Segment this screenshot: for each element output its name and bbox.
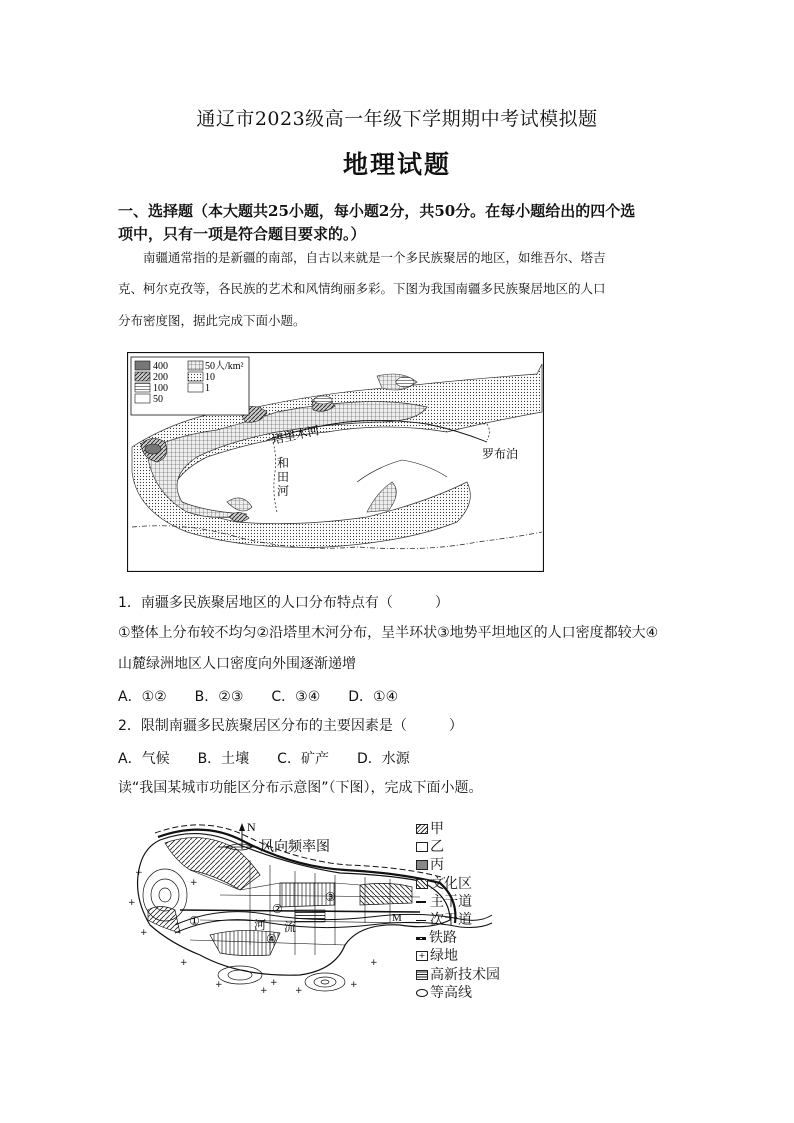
population-density-map [127,352,544,572]
section-heading-line1: 一、选择题（本大题共25小题，每小题2分，共50分。在每小题给出的四个选 [118,202,636,220]
subject-title: 地理试题 [342,150,451,179]
hotan-river-label-1: 和 [277,456,290,470]
svg-text:+: + [350,980,358,990]
legend-green-swatch: + [416,951,428,961]
legend-item-yi [416,838,500,856]
hotan-river-label-2: 田 [277,470,290,484]
legend-100-swatch [135,383,150,392]
lop-nur-label: 罗布泊 [482,447,519,461]
legend-item-culture [416,875,500,893]
legend-10-swatch [188,372,203,381]
legend-400-swatch [135,361,150,370]
passage1-line1: 南疆通常指的是新疆的南部，自古以来就是一个多民族聚居的地区，如维吾尔、塔吉 [143,250,606,265]
section-heading-line2: 项中，只有一项是符合题目要求的。） [118,225,366,243]
marker-1: ① [189,914,200,928]
legend-item-main-road [416,893,500,911]
legend-item-contour [416,984,500,1002]
legend-50: 50 [153,394,163,405]
legend-yi-label: 乙 [430,839,444,856]
legend-1-swatch [188,383,203,392]
svg-text:+: + [190,878,198,888]
svg-text:+: + [135,868,143,878]
legend-bing-swatch [416,860,428,870]
legend-contour-label: 等高线 [430,984,472,1001]
svg-text:+: + [180,958,188,968]
question1-statements-line1: ①整体上分布较不均匀②沿塔里木河分布，呈半环状③地势平坦地区的人口密度都较大④ [118,625,659,641]
tarim-river-label: 塔里木河 [270,423,321,447]
legend-yi-swatch [416,842,428,852]
question1-stem: 1．南疆多民族聚居地区的人口分布特点有（ ） [118,595,449,611]
legend-main-road-label: 主干道 [430,893,472,910]
svg-text:+: + [140,928,148,938]
legend-minor-road-swatch [416,920,426,921]
legend-item-railway [416,929,500,947]
legend-railway-label: 铁路 [429,930,457,947]
legend-culture-label: 文化区 [430,875,472,892]
passage2-text: 读“我国某城市功能区分布示意图”（下图），完成下面小题。 [118,780,483,796]
legend-contour-swatch [416,989,428,997]
legend-green-label: 绿地 [430,948,458,965]
svg-text:+: + [370,958,378,968]
legend-hitech-swatch [416,970,428,980]
legend-200: 200 [153,372,168,383]
legend-railway-swatch [416,937,426,940]
question2-stem: 2．限制南疆多民族聚居区分布的主要因素是（ ） [118,718,463,734]
svg-text:+: + [260,986,268,996]
passage1-line3: 分布密度图，据此完成下面小题。 [118,313,306,328]
city-map-legend [416,820,500,1002]
svg-text:+: + [295,986,303,996]
question1-options[interactable]: A．①② B．②③ C．③④ D．①④ [118,689,399,705]
marker-4: ④ [266,932,277,946]
legend-hitech-label: 高新技术园 [430,966,500,983]
legend-400: 400 [153,361,168,372]
legend-item-hitech [416,966,500,984]
legend-50-per-km2-swatch [188,361,203,370]
legend-10: 10 [205,372,215,383]
legend-item-green [416,947,500,965]
legend-bing-label: 丙 [430,857,444,874]
legend-1: 1 [205,383,210,394]
wind-rose-label: 风向频率图 [260,839,330,855]
river-label-1: 河 [254,918,267,932]
marker-3: ③ [325,890,336,904]
legend-minor-road-label: 次干道 [430,911,472,928]
legend-main-road-swatch [416,901,426,904]
svg-text:+: + [215,980,223,990]
legend-item-bing [416,856,500,874]
question2-options[interactable]: A．气候 B．土壤 C．矿产 D．水源 [118,751,410,767]
passage1-line2: 克、柯尔克孜等，各民族的艺术和风情绚丽多彩。下图为我国南疆多民族聚居地区的人口 [118,281,606,296]
svg-text:+: + [128,898,136,908]
question1-statements-line2: 山麓绿洲地区人口密度向外围逐渐递增 [118,656,356,672]
legend-jia-swatch [416,824,428,834]
legend-50-swatch [135,394,150,403]
river-label-2: 流 [284,920,297,934]
legend-culture-swatch [416,879,428,889]
svg-text:+: + [270,978,278,988]
exam-title: 通辽市2023级高一年级下学期期中考试模拟题 [196,108,598,130]
marker-m: M [392,912,402,924]
section-heading [118,200,688,246]
hotan-river-label-3: 河 [277,484,290,498]
legend-item-jia [416,820,500,838]
legend-jia-label: 甲 [430,821,444,837]
legend-50-per-km2: 50人/km² [205,361,244,372]
north-label: N [247,820,256,834]
legend-item-minor-road [416,911,500,929]
marker-2: ② [272,902,283,916]
legend-200-swatch [135,372,150,381]
legend-100: 100 [153,383,168,394]
